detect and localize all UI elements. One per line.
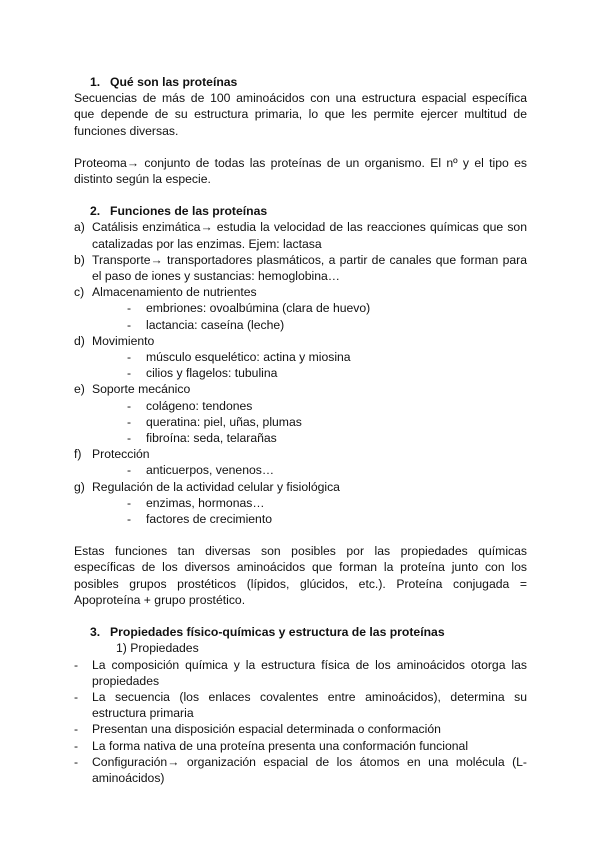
dash-bullet: - xyxy=(127,463,132,478)
function-item xyxy=(74,381,527,397)
function-subitem-text: fibroína: seda, telarañas xyxy=(146,431,277,446)
properties-list xyxy=(74,657,527,787)
section-2-heading xyxy=(74,203,527,219)
section-1-paragraph: Secuencias de más de 100 aminoácidos con una estructura espacial específica que depende de su estructura primaria, lo que les permite ejercer multitud de funciones diversas. xyxy=(74,91,527,138)
function-item-text: Catálisis enzimática→ estudia la velocidad de las reacciones químicas que son catalizadas por las enzimas. Ejem: lactasa xyxy=(92,220,527,251)
function-subitem xyxy=(74,414,527,430)
function-subitem-text: anticuerpos, venenos… xyxy=(146,463,275,478)
function-subitem-text: músculo esquelético: actina y miosina xyxy=(146,350,351,365)
dash-bullet: - xyxy=(127,495,132,510)
dash-bullet: - xyxy=(74,722,79,737)
section-2-number: 2. xyxy=(90,204,101,219)
dash-bullet: - xyxy=(74,689,79,704)
dash-bullet: - xyxy=(74,738,79,753)
function-subitem xyxy=(74,349,527,365)
function-subitem-text: cilios y flagelos: tubulina xyxy=(146,366,278,381)
function-subitem xyxy=(74,511,527,527)
function-subitem xyxy=(74,495,527,511)
function-item xyxy=(74,479,527,495)
dash-bullet: - xyxy=(127,301,132,316)
property-bullet-text: La composición química y la estructura física de los aminoácidos otorga las propiedades xyxy=(92,657,527,688)
function-item xyxy=(74,252,527,284)
dash-bullet: - xyxy=(127,366,132,381)
function-item-label: b) xyxy=(74,252,85,267)
section-2-paragraph: Estas funciones tan diversas son posibles por las propiedades químicas específicas de los diversos aminoácidos que forman la proteína junto con los posibles grupos prostéticos (lípidos, glúcidos, etc.). Proteína conjugada = Apoproteína + grupo prostético. xyxy=(74,544,527,607)
property-bullet-text: Presentan una disposición espacial determinada o conformación xyxy=(92,722,441,737)
section-1-heading xyxy=(74,74,527,90)
function-subitem-text: lactancia: caseína (leche) xyxy=(146,317,285,332)
property-bullet-text: La secuencia (los enlaces covalentes entre aminoácidos), determina su estructura primaria xyxy=(92,689,527,721)
function-subitem-text: factores de crecimiento xyxy=(146,512,272,527)
proteoma-paragraph: Proteoma→ conjunto de todas las proteínas de un organismo. El nº y el tipo es distinto según la especie. xyxy=(74,155,527,187)
function-subitem-text: embriones: ovoalbúmina (clara de huevo) xyxy=(146,301,371,316)
function-subitem xyxy=(74,462,527,478)
function-item-label: c) xyxy=(74,285,85,300)
property-bullet xyxy=(74,657,527,689)
property-bullet xyxy=(74,754,527,786)
function-subitem-text: enzimas, hormonas… xyxy=(146,495,265,510)
document-page xyxy=(74,74,527,786)
function-subitem xyxy=(74,430,527,446)
section-3-number: 3. xyxy=(90,625,101,640)
dash-bullet: - xyxy=(74,754,79,769)
dash-bullet: - xyxy=(74,657,79,672)
property-bullet xyxy=(74,721,527,737)
section-3-heading xyxy=(74,624,527,640)
function-item-text: Soporte mecánico xyxy=(92,382,191,397)
function-subitem xyxy=(74,300,527,316)
dash-bullet: - xyxy=(127,414,132,429)
function-item-text: Transporte→ transportadores plasmáticos, a partir de canales que forman para el paso de iones y sustancias: hemoglobina… xyxy=(92,252,527,284)
section-3-title: Propiedades físico-químicas y estructura de las proteínas xyxy=(110,625,445,640)
property-bullet xyxy=(74,738,527,754)
function-item-text: Regulación de la actividad celular y fisiológica xyxy=(92,479,340,494)
section-2-title: Funciones de las proteínas xyxy=(110,204,268,219)
property-bullet-text: La forma nativa de una proteína presenta una conformación funcional xyxy=(92,738,469,753)
properties-subheading xyxy=(74,640,527,656)
function-item-label: e) xyxy=(74,382,85,397)
dash-bullet: - xyxy=(127,317,132,332)
function-subitem xyxy=(74,365,527,381)
properties-sub-title: Propiedades xyxy=(130,641,199,656)
function-item-text: Almacenamiento de nutrientes xyxy=(92,285,257,300)
properties-sub-label: 1) xyxy=(116,641,127,656)
function-subitem-text: colágeno: tendones xyxy=(146,398,253,413)
property-bullet-text: Configuración→ organización espacial de los átomos en una molécula (L-aminoácidos) xyxy=(92,754,527,785)
function-item xyxy=(74,219,527,251)
dash-bullet: - xyxy=(127,431,132,446)
section-1-title: Qué son las proteínas xyxy=(110,75,238,89)
function-item-text: Protección xyxy=(92,447,150,462)
function-item-label: d) xyxy=(74,333,85,348)
function-item xyxy=(74,284,527,300)
dash-bullet: - xyxy=(127,512,132,527)
function-item-label: g) xyxy=(74,479,85,494)
function-item xyxy=(74,333,527,349)
section-1-number: 1. xyxy=(90,75,101,89)
property-bullet xyxy=(74,689,527,721)
functions-list xyxy=(74,219,527,527)
function-subitem xyxy=(74,398,527,414)
function-item xyxy=(74,446,527,462)
function-subitem-text: queratina: piel, uñas, plumas xyxy=(146,414,302,429)
function-item-label: f) xyxy=(74,447,82,462)
function-item-label: a) xyxy=(74,220,85,235)
dash-bullet: - xyxy=(127,350,132,365)
dash-bullet: - xyxy=(127,398,132,413)
function-subitem xyxy=(74,317,527,333)
function-item-text: Movimiento xyxy=(92,333,155,348)
